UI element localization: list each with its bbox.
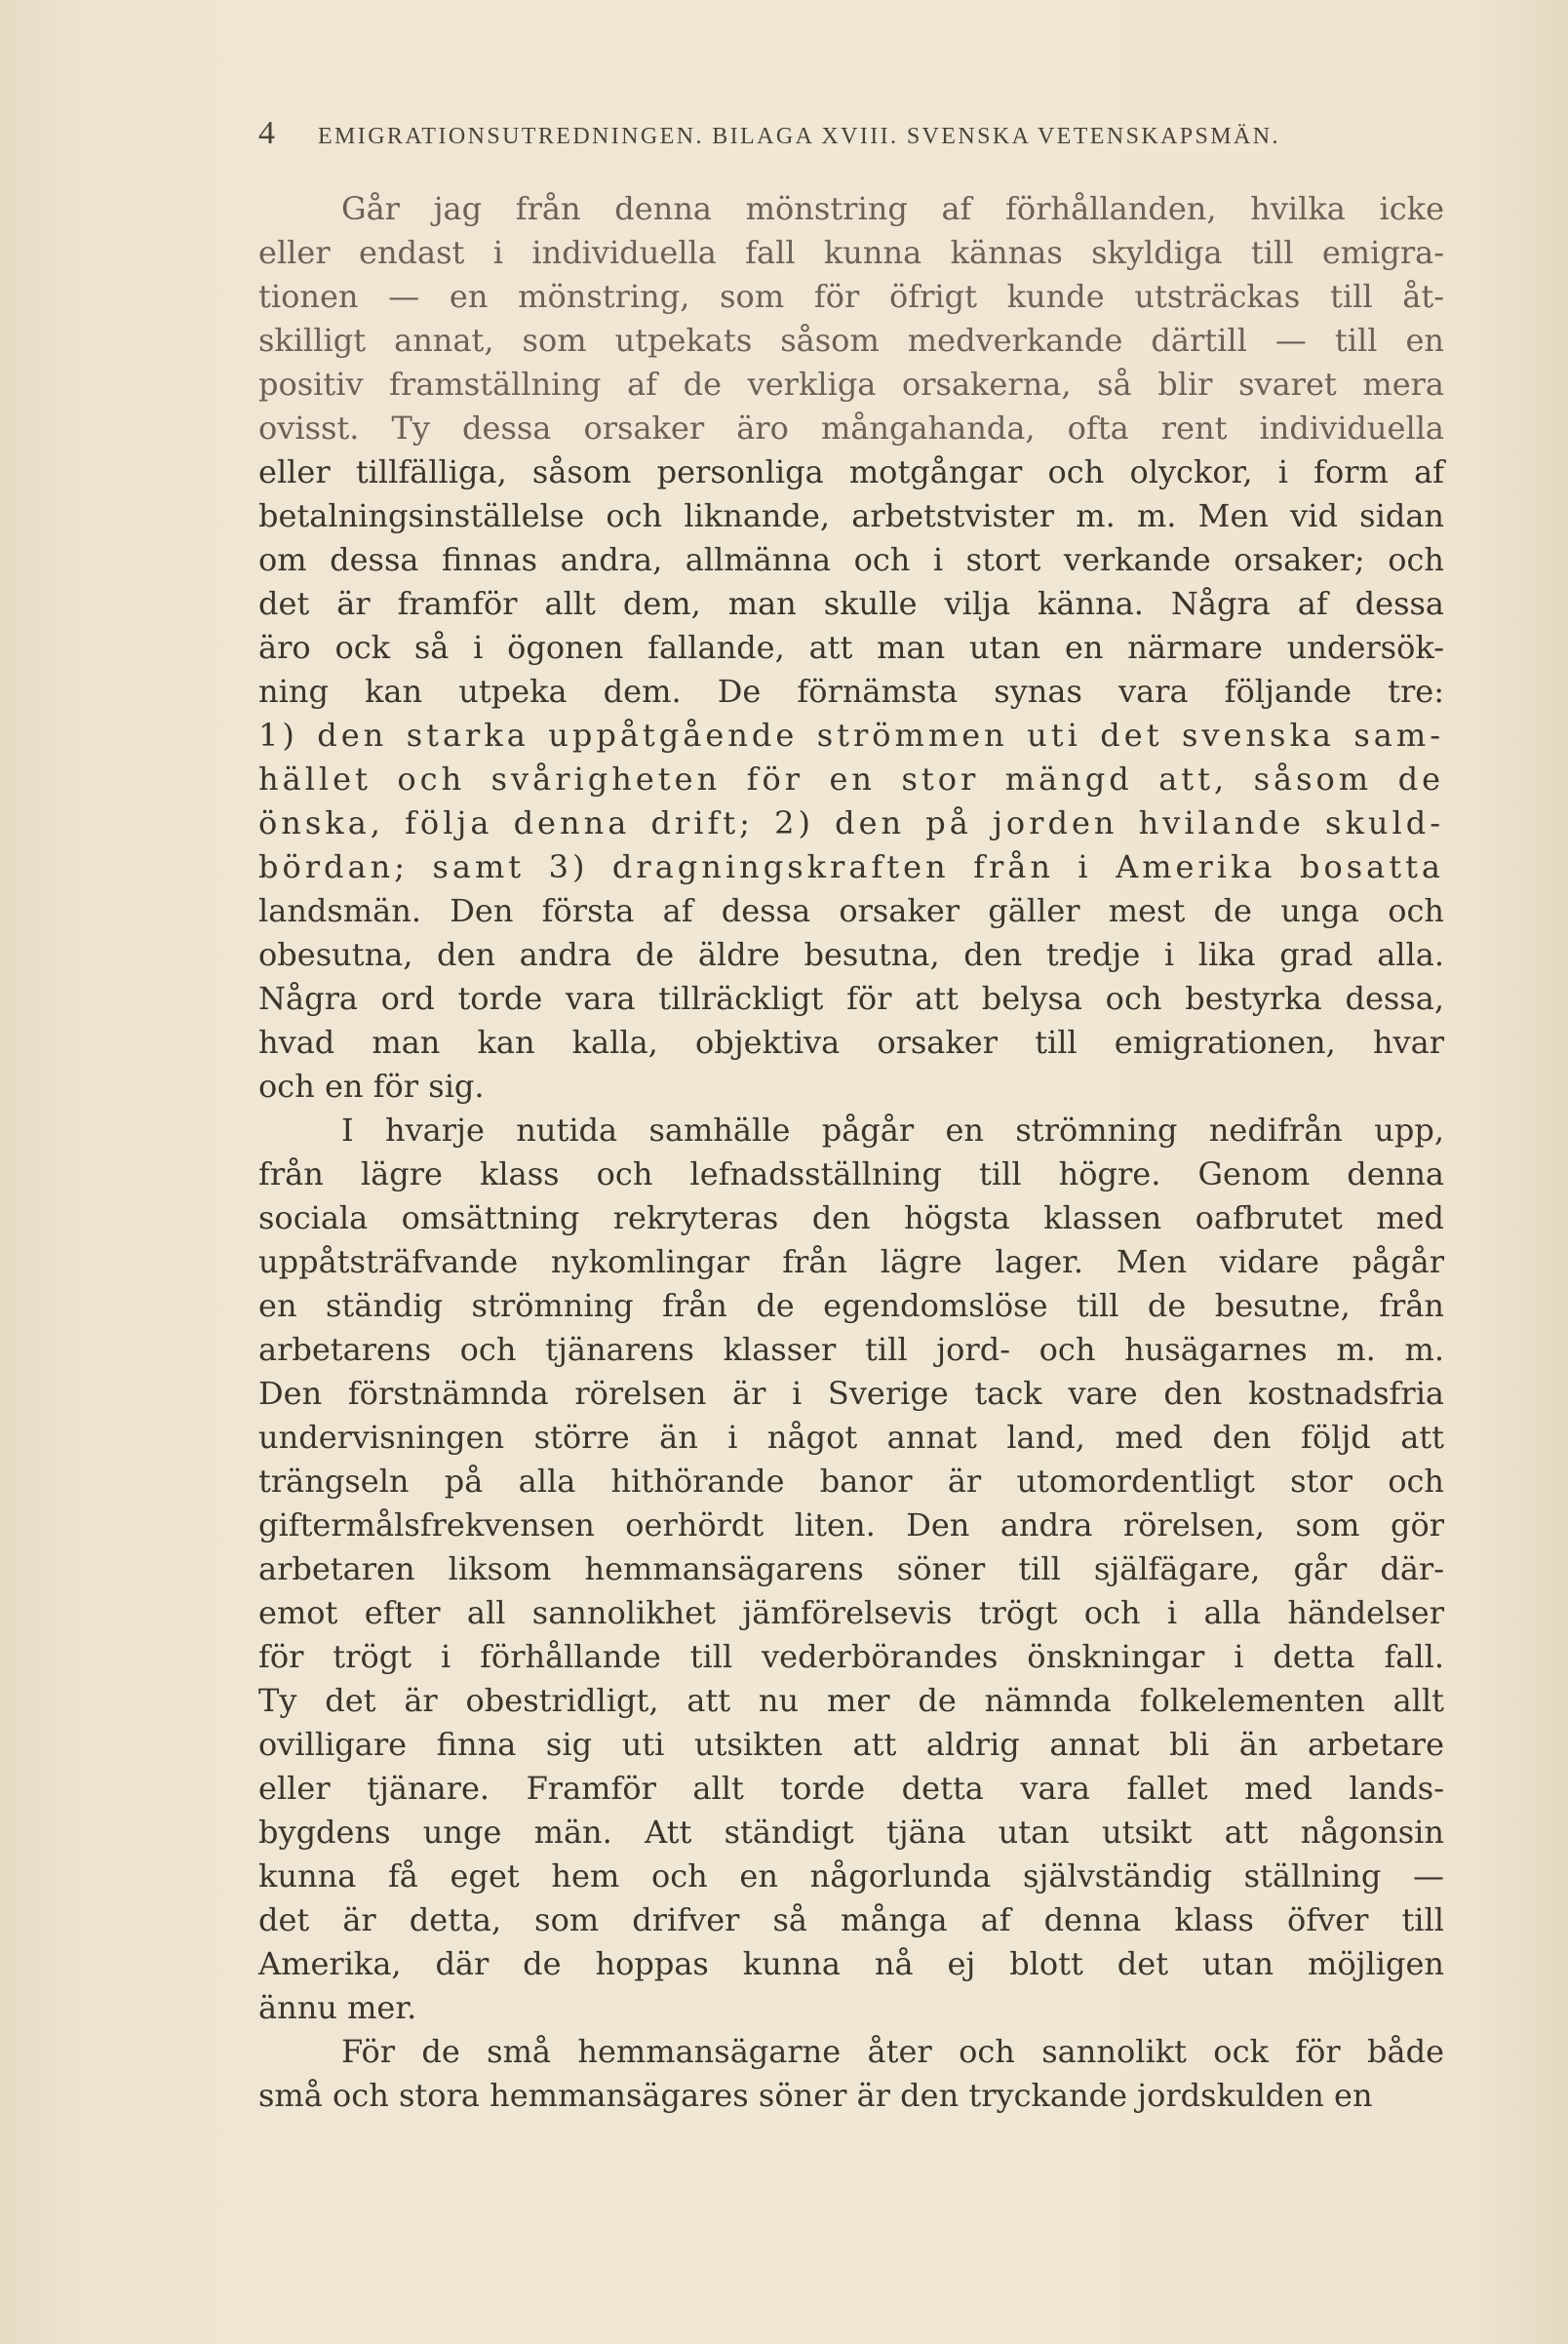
text-line: om dessa finnas andra, allmänna och i stort verkande orsaker; och <box>258 541 1444 578</box>
running-header <box>258 115 1448 152</box>
text-line: Går jag från denna mönstring af förhållanden, hvilka icke <box>341 190 1444 227</box>
text-line: en ständig strömning från de egendomslöse till de besutne, från <box>258 1287 1444 1324</box>
text-line: det är detta, som drifver så många af denna klass öfver till <box>258 1901 1444 1938</box>
body-text <box>258 187 1444 2118</box>
text-line: ännu mer. <box>258 1989 417 2026</box>
text-line: och en för sig. <box>258 1068 485 1105</box>
text-line: eller endast i individuella fall kunna kännas skyldiga till emigra- <box>258 234 1444 271</box>
text-line: bördan; samt 3) dragningskraften från i Amerika bosatta <box>258 848 1444 885</box>
text-line: obesutna, den andra de äldre besutna, den tredje i lika grad alla. <box>258 936 1444 973</box>
text-line: Ty det är obestridligt, att nu mer de nämnda folkelementen allt <box>258 1682 1444 1719</box>
text-line: positiv framställning af de verkliga orsakerna, så blir svaret mera <box>258 366 1444 403</box>
text-line: eller tillfälliga, såsom personliga motgångar och olyckor, i form af <box>258 453 1444 490</box>
text-line: hvad man kan kalla, objektiva orsaker till emigrationen, hvar <box>258 1024 1444 1061</box>
text-line: skilligt annat, som utpekats såsom medverkande därtill — till en <box>258 322 1444 359</box>
page-number: 4 <box>258 115 275 151</box>
text-line: giftermålsfrekvensen oerhördt liten. Den andra rörelsen, som gör <box>258 1506 1444 1543</box>
text-line: ovisst. Ty dessa orsaker äro mångahanda, ofta rent individuella <box>258 410 1444 447</box>
text-line: arbetarens och tjänarens klasser till jord- och husägarnes m. m. <box>258 1331 1444 1368</box>
text-line: 1) den starka uppåtgående strömmen uti det svenska sam- <box>258 717 1444 754</box>
text-line: Den förstnämnda rörelsen är i Sverige tack vare den kostnadsfria <box>258 1375 1444 1412</box>
text-line: sociala omsättning rekryteras den högsta klassen oafbrutet med <box>258 1199 1444 1236</box>
text-line: betalningsinställelse och liknande, arbetstvister m. m. Men vid sidan <box>258 497 1444 534</box>
text-line: eller tjänare. Framför allt torde detta vara fallet med lands- <box>258 1770 1444 1807</box>
text-line: tionen — en mönstring, som för öfrigt kunde utsträckas till åt- <box>258 278 1444 315</box>
text-line: ovilligare finna sig uti utsikten att aldrig annat bli än arbetare <box>258 1726 1444 1763</box>
text-line: små och stora hemmansägares söner är den tryckande jordskulden en <box>258 2077 1373 2114</box>
text-line: kunna få eget hem och en någorlunda självständig ställning — <box>258 1857 1444 1895</box>
text-line: önska, följa denna drift; 2) den på jorden hvilande skuld- <box>258 804 1444 841</box>
text-line: äro ock så i ögonen fallande, att man utan en närmare undersök- <box>258 629 1444 666</box>
text-line: bygdens unge män. Att ständigt tjäna utan utsikt att någonsin <box>258 1814 1444 1851</box>
text-line: undervisningen större än i något annat land, med den följd att <box>258 1419 1444 1456</box>
text-line: Några ord torde vara tillräckligt för att belysa och bestyrka dessa, <box>258 980 1444 1017</box>
text-line: I hvarje nutida samhälle pågår en strömning nedifrån upp, <box>341 1112 1444 1149</box>
text-line: från lägre klass och lefnadsställning till högre. Genom denna <box>258 1155 1444 1192</box>
text-line: landsmän. Den första af dessa orsaker gäller mest de unga och <box>258 892 1444 929</box>
text-line: arbetaren liksom hemmansägarens söner till själfägare, går där- <box>258 1550 1444 1587</box>
text-line: För de små hemmansägarne åter och sannolikt ock för både <box>341 2033 1444 2070</box>
running-title: EMIGRATIONSUTREDNINGEN. BILAGA XVIII. SVENSKA VETENSKAPSMÄN. <box>318 124 1280 149</box>
text-line: Amerika, där de hoppas kunna nå ej blott det utan möjligen <box>258 1945 1444 1982</box>
text-line: uppåtsträfvande nykomlingar från lägre lager. Men vidare pågår <box>258 1243 1444 1280</box>
text-line: hället och svårigheten för en stor mängd att, såsom de <box>258 761 1444 798</box>
text-line: emot efter all sannolikhet jämförelsevis trögt och i alla händelser <box>258 1594 1444 1631</box>
text-line: trängseln på alla hithörande banor är utomordentligt stor och <box>258 1463 1444 1500</box>
text-line: det är framför allt dem, man skulle vilja känna. Några af dessa <box>258 585 1444 622</box>
text-line: ning kan utpeka dem. De förnämsta synas vara följande tre: <box>258 673 1444 710</box>
text-line: för trögt i förhållande till vederbörandes önskningar i detta fall. <box>258 1638 1444 1675</box>
